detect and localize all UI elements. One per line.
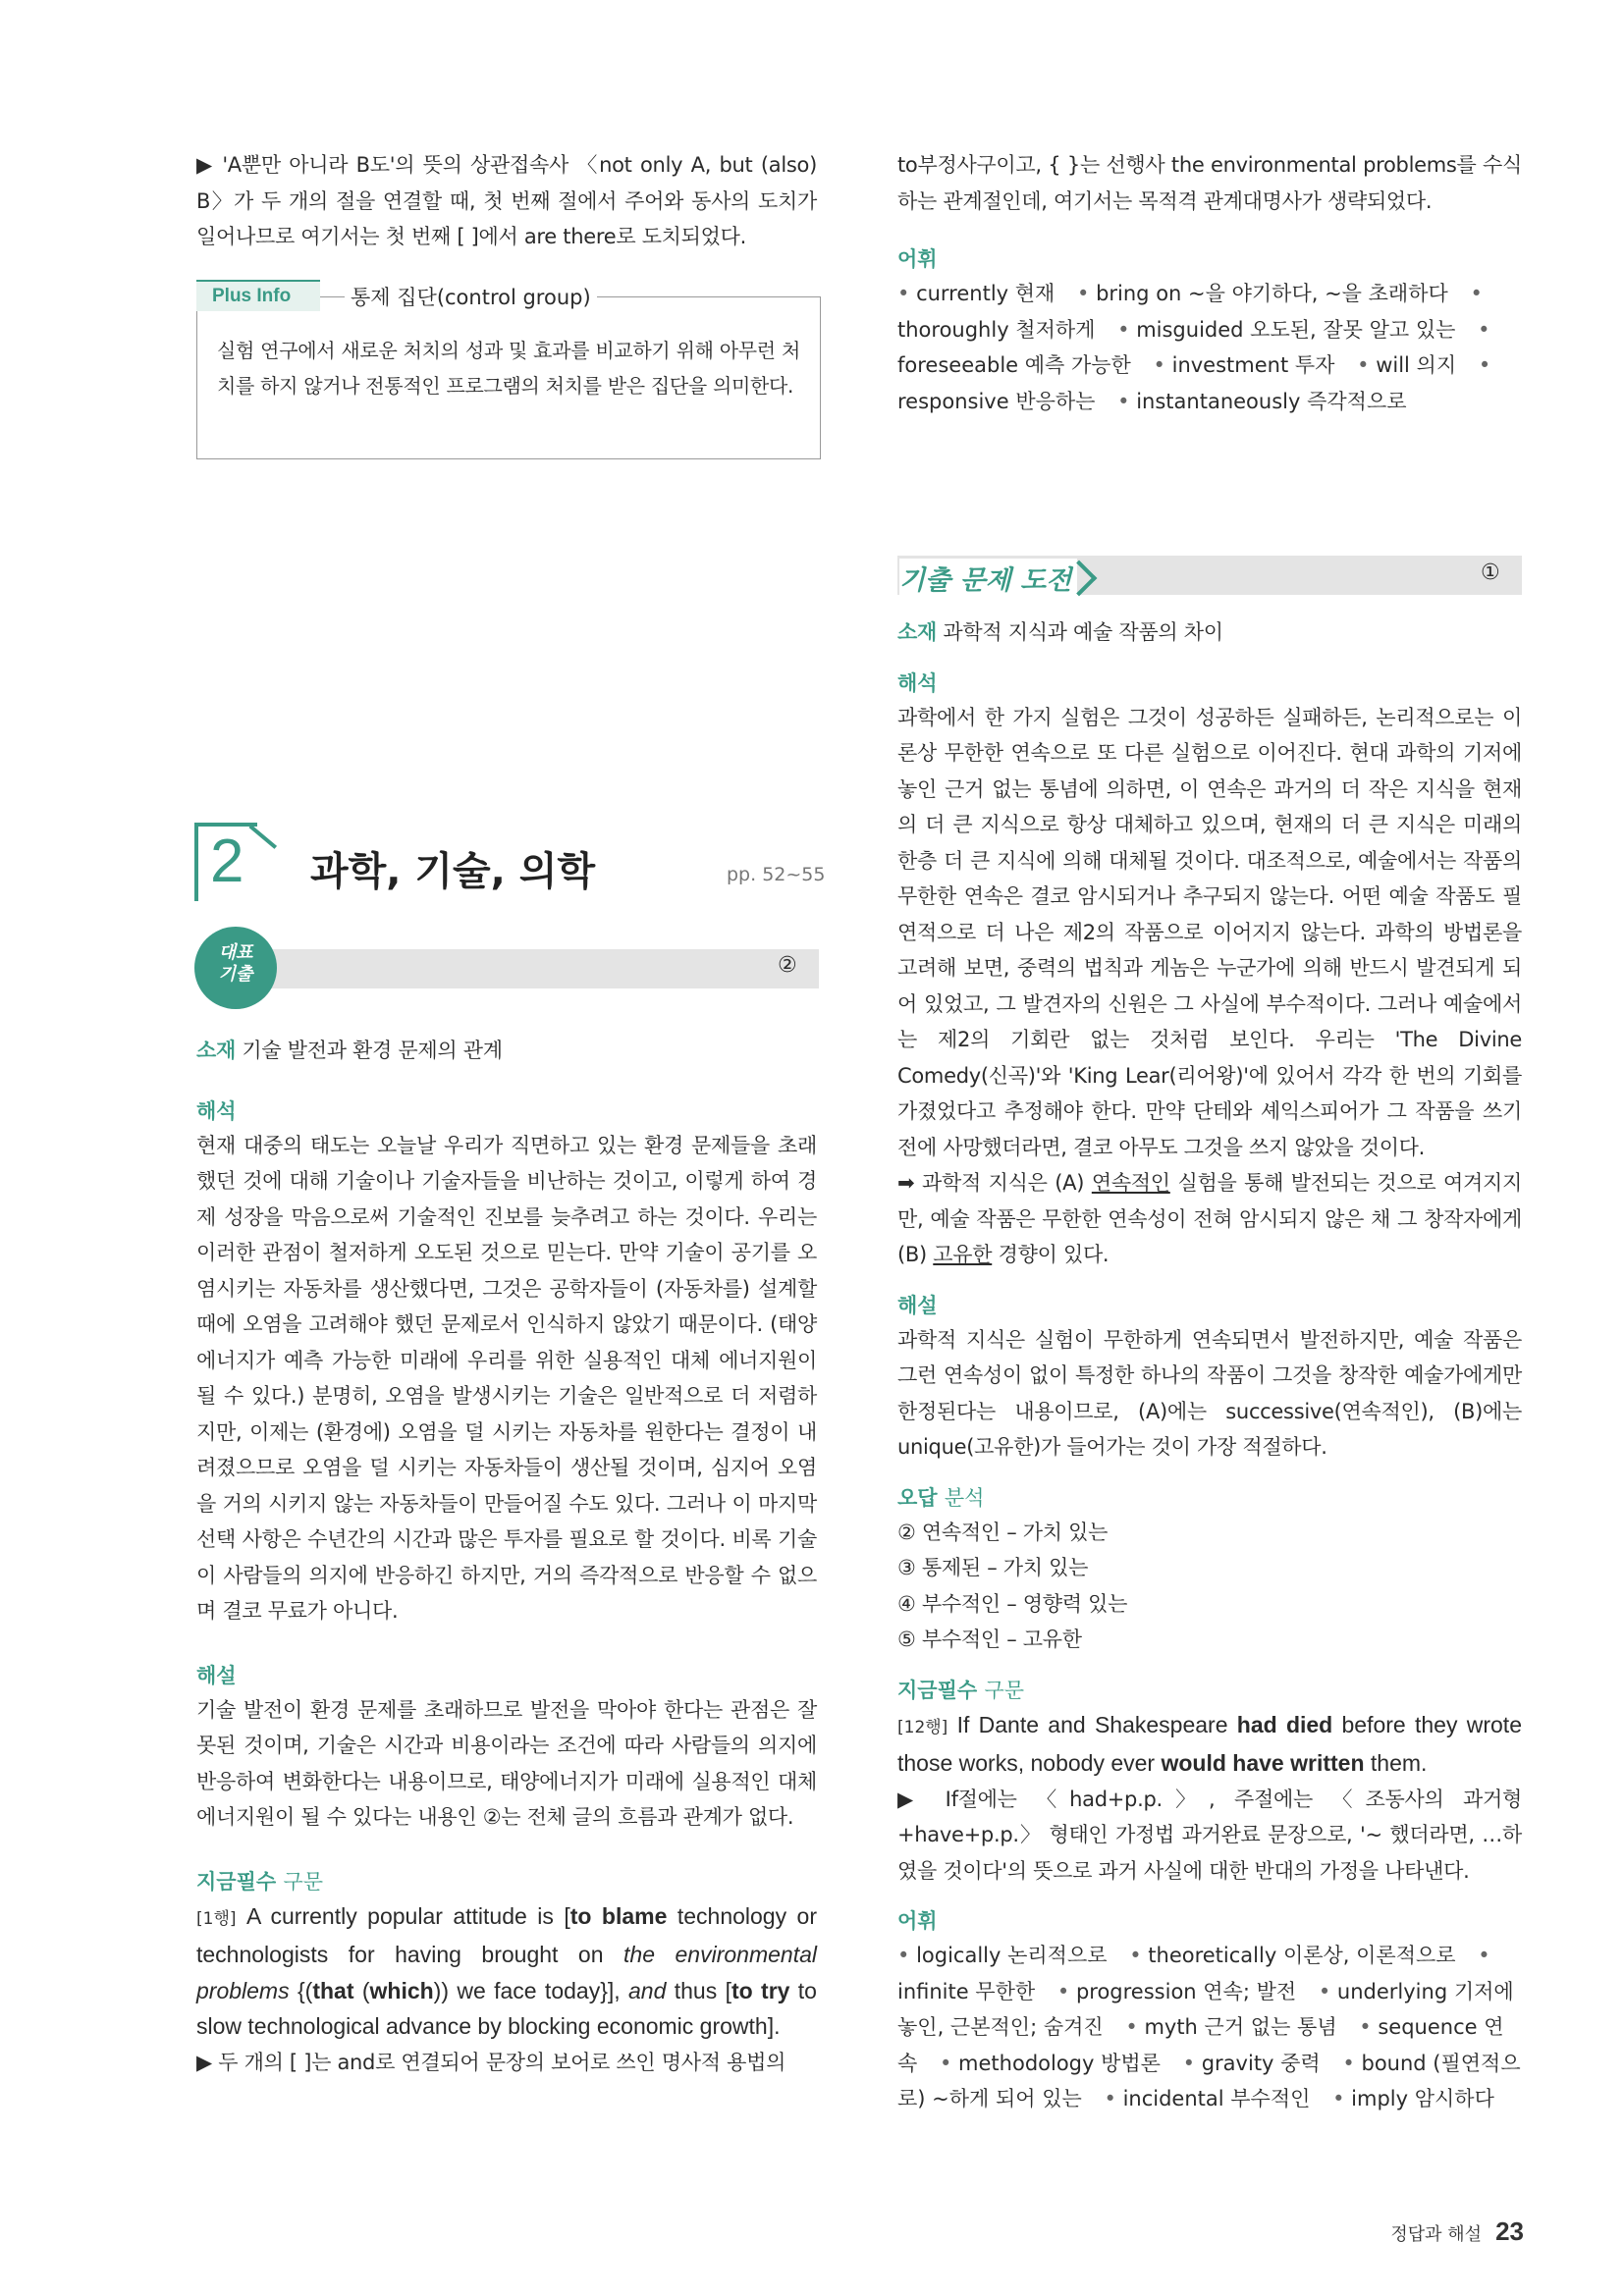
left-must-label — [196, 1865, 817, 1898]
vocab-item: • bound (필연적으로) ~하게 되어 있는 — [897, 2052, 1521, 2111]
vocab-item: • foreseeable 예측 가능한 — [897, 318, 1490, 378]
right-must-seg: If Dante and Shakespeare — [947, 1711, 1237, 1737]
representative-banner — [245, 949, 819, 988]
right-vocab2-list — [897, 1938, 1522, 2117]
vocab-item: • sequence 연속 — [897, 2015, 1504, 2075]
vocab-item: • currently 현재 — [897, 282, 1055, 305]
right-explanation: 과학적 지식은 실험이 무한하게 연속되면서 발전하지만, 예술 작품은 그런 연속성이 없이 특정한 하나의 작품이 그것을 창작한 예술가에게만 한정된다는 내용이므로, (A)에는 successive(연속적인), (B)에는 unique(고유한)가 들어가는 것이 가장 적절하다. — [897, 1327, 1522, 1459]
left-must-seg: to blame — [569, 1902, 668, 1929]
representative-answer: ② — [778, 953, 797, 978]
left-translation: 현재 대중의 태도는 오늘날 우리가 직면하고 있는 환경 문제들을 초래했던 것에 대해 기술이나 기술자들을 비난하는 것이고, 이렇게 하여 경제 성장을 막음으로써 기술적인 진보를 늦추려고 하는 것이다. 우리는 이러한 관점이 철저하게 오도된 것으로 믿는다. 만약 기술이 공기를 오염시키는 자동차를 생산했다면, 그것은 공학자들이 (자동차를) 설계할 때에 오염을 고려해야 했던 문제로서 인식하지 않았기 때문이다. (태양에너지가 예측 가능한 미래에 우리를 위한 실용적인 대체 에너지원이 될 수 있다.) 분명히, 오염을 발생시키는 기술은 일반적으로 더 저렴하지만, 이제는 (환경에) 오염을 덜 시키는 자동차를 원한다는 결정이 내려졌으므로 오염을 덜 시키는 자동차들이 생산될 것이며, 심지어 오염을 거의 시키지 않는 자동차들이 만들어질 수도 있다. 그러나 이 마지막 선택 사항은 수년간의 시간과 많은 투자를 필요로 할 것이다. 비록 기술이 사람들의 의지에 반응하긴 하지만, 거의 즉각적으로 반응할 수 없으며 결코 무료가 아니다. — [196, 1133, 817, 1623]
page-number: 23 — [1495, 2216, 1524, 2246]
right-must-line: [12행] — [897, 1717, 948, 1737]
left-must-line: [1행] — [196, 1908, 237, 1929]
vocab-item: • myth 근거 없는 통념 — [1125, 2015, 1336, 2039]
right-summary — [897, 1165, 1522, 1273]
left-topic-text: 기술 발전과 환경 문제의 관계 — [242, 1039, 503, 1062]
vocab-item: • logically 논리적으로 — [897, 1944, 1108, 1967]
right-wrong-label — [897, 1481, 1522, 1515]
challenge-title: 기출 문제 도전 — [899, 559, 1077, 597]
left-translation-label: 해석 — [196, 1098, 237, 1123]
right-top-note: to부정사구이고, { }는 선행사 the environmental problems를 수식하는 관계절인데, 여기서는 목적격 관계대명사가 생략되었다. — [897, 153, 1522, 213]
representative-badge-text: 대표 기출 — [218, 942, 253, 985]
right-summary-seg: 실험을 통해 발전되는 것으로 여겨지지만, 예술 작품은 무한한 연속성이 전혀 암시되지 않은 채 그 창작자에게 (B) — [897, 1171, 1523, 1266]
right-explanation-label: 해설 — [897, 1293, 938, 1317]
left-must-note: ▶ 두 개의 [ ]는 and로 연결되어 문장의 보어로 쓰인 명사적 용법의 — [196, 2050, 786, 2074]
right-summary-seg: ➡ 과학적 지식은 (A) — [897, 1171, 1092, 1195]
plus-info-tab: Plus Info — [196, 280, 320, 311]
right-vocab2-label: 어휘 — [897, 1909, 938, 1933]
wrong-choice-item: ⑤ 부수적인 – 고유한 — [897, 1628, 1082, 1651]
right-must-sentence — [897, 1707, 1522, 1782]
vocab-item: • imply 암시하다 — [1332, 2087, 1494, 2110]
left-must-seg: which — [369, 1977, 434, 2003]
right-wrong-label-main: 분석 — [944, 1485, 985, 1510]
right-must-seg: before they wrote those works, nobody ever — [897, 1711, 1522, 1776]
right-wrong-list — [897, 1515, 1522, 1658]
left-main — [196, 1033, 817, 2080]
left-topic — [196, 1033, 817, 1069]
right-must-label-pre: 지금필수 — [897, 1678, 978, 1702]
left-must-seg: A currently popular attitude is [ — [236, 1902, 570, 1929]
left-must-seg: that — [312, 1977, 354, 2003]
footer-label: 정답과 해설 — [1390, 2224, 1483, 2245]
left-must-seg: to try — [731, 1977, 790, 2003]
right-summary-underline: 연속적인 — [1091, 1171, 1170, 1195]
plus-info-box — [196, 286, 821, 459]
left-must-seg: )) we face today}], — [433, 1977, 629, 2003]
left-must-seg: to slow technological advance by blocking economic growth]. — [196, 1977, 817, 2039]
vocab-item: • thoroughly 철저하게 — [897, 282, 1483, 342]
vocab-item: • underlying 기저에 놓인, 근본적인; 숨겨진 — [897, 1980, 1514, 2040]
vocab-item: • theoretically 이론상, 이론적으로 — [1129, 1944, 1455, 1967]
section-pages: pp. 52~55 — [727, 864, 826, 885]
vocab-item: • infinite 무한한 — [897, 1944, 1490, 2003]
left-must-seg: ( — [353, 1977, 370, 2003]
wrong-choice-item: ③ 통제된 – 가치 있는 — [897, 1556, 1089, 1579]
page-footer — [1390, 2216, 1524, 2247]
plus-info-title: 통제 집단(control group) — [345, 282, 597, 311]
left-must-seg: technology or technologists for having brought on — [196, 1902, 818, 1967]
right-vocab1-label: 어휘 — [897, 247, 938, 271]
right-translation: 과학에서 한 가지 실험은 그것이 성공하든 실패하든, 논리적으로는 이론상 무한한 연속으로 또 다른 실험으로 이어진다. 현대 과학의 기저에 놓인 근거 없는 통념에 의하면, 이 연속은 과거의 더 작은 지식을 현재의 더 큰 지식으로 항상 대체하고 있으며, 현재의 더 큰 지식은 미래의 한층 더 큰 지식에 의해 대체될 것이다. 대조적으로, 예술에서는 작품의 무한한 연속은 결코 암시되거나 추구되지 않는다. 어떤 예술 작품도 필연적으로 더 나은 제2의 작품으로 이어지지 않는다. 과학의 방법론을 고려해 보면, 중력의 법칙과 게놈은 누군가에 의해 반드시 발견되게 되어 있었고, 그 발견자의 신원은 그 사실에 부수적이다. 그러나 예술에서는 제2의 기회란 없는 것처럼 보인다. 우리는 'The Divine Comedy(신곡)'와 'King Lear(리어왕)'에 있어서 각각 한 번의 기회를 가졌었다고 추정해야 한다. 만약 단테와 셰익스피어가 그 작품을 쓰기 전에 사망했더라면, 결코 아무도 그것을 쓰지 않았을 것이다. — [897, 705, 1522, 1159]
left-must-seg: {( — [289, 1977, 313, 2003]
right-must-seg: would have written — [1161, 1750, 1365, 1776]
left-must-label-main: 구문 — [283, 1869, 324, 1894]
vocab-item: • bring on ~을 야기하다, ~을 초래하다 — [1077, 282, 1448, 305]
vocab-item: • responsive 반응하는 — [897, 353, 1490, 413]
right-topic-label: 소재 — [897, 620, 937, 644]
vocab-item: • will 의지 — [1357, 353, 1456, 377]
left-explanation-label: 해설 — [196, 1663, 237, 1687]
right-vocab1-list — [897, 276, 1522, 419]
left-must-sentence — [196, 1898, 817, 2045]
right-wrong-label-pre: 오답 — [897, 1485, 938, 1510]
vocab-item: • gravity 중력 — [1183, 2052, 1321, 2075]
right-summary-seg: 경향이 있다. — [992, 1243, 1110, 1266]
left-must-label-pre: 지금필수 — [196, 1869, 277, 1894]
right-must-seg: had died — [1236, 1711, 1333, 1737]
right-must-label — [897, 1674, 1522, 1707]
left-topic-label: 소재 — [196, 1039, 236, 1062]
left-must-seg: and — [628, 1977, 667, 2003]
right-topic-text: 과학적 지식과 예술 작품의 차이 — [943, 620, 1223, 644]
left-explanation: 기술 발전이 환경 문제를 초래하므로 발전을 막아야 한다는 관점은 잘못된 것이며, 기술은 시간과 비용이라는 조건에 따라 사람들의 의지에 반응하여 변화한다는 내용이므로, 태양에너지가 미래에 실용적인 대체 에너지원이 될 수 있다는 내용인 ②는 전체 글의 흐름과 관계가 없다. — [196, 1697, 817, 1829]
wrong-choice-item: ④ 부수적인 – 영향력 있는 — [897, 1591, 1128, 1616]
section-number: 2 — [210, 828, 244, 895]
vocab-item: • instantaneously 즉각적으로 — [1117, 390, 1406, 413]
right-must-label-main: 구문 — [984, 1678, 1025, 1702]
right-must-note: ▶ If절에는 〈had+p.p.〉, 주절에는 〈조동사의 과거형+have+p.p.〉 형태인 가정법 과거완료 문장으로, '~ 했더라면, …하였을 것이다'의 뜻으로 과거 사실에 대한 반대의 가정을 나타낸다. — [897, 1787, 1522, 1883]
left-must-seg: the environmental problems — [196, 1942, 817, 2003]
vocab-item: • misguided 오도된, 잘못 알고 있는 — [1117, 318, 1455, 342]
right-top — [897, 147, 1522, 419]
vocab-item: • investment 투자 — [1154, 353, 1335, 377]
vocab-item: • incidental 부수적인 — [1105, 2087, 1311, 2110]
vocab-item: • progression 연속; 발전 — [1057, 1980, 1296, 2003]
right-translation-label: 해석 — [897, 670, 938, 695]
left-top-note: ▶ 'A뿐만 아니라 B도'의 뜻의 상관접속사 〈not only A, but (also) B〉가 두 개의 절을 연결할 때, 첫 번째 절에서 주어와 동사의 도치가 일어나므로 여기서는 첫 번째 [ ]에서 are there로 도치되었다. — [196, 153, 817, 248]
wrong-choice-item: ② 연속적인 – 가치 있는 — [897, 1520, 1109, 1544]
right-main — [897, 614, 1522, 2117]
left-column — [196, 147, 817, 255]
right-topic — [897, 614, 1522, 651]
vocab-item: • methodology 방법론 — [940, 2052, 1161, 2075]
plus-info-body: 실험 연구에서 새로운 처치의 성과 및 효과를 비교하기 위해 아무런 처치를 하지 않거나 전통적인 프로그램의 처치를 받은 집단을 의미한다. — [217, 339, 800, 398]
left-must-seg: thus [ — [666, 1977, 731, 2003]
section-title: 과학, 기술, 의학 — [310, 849, 596, 894]
right-must-seg: them. — [1364, 1750, 1428, 1776]
challenge-answer: ① — [1481, 561, 1500, 585]
representative-badge — [194, 927, 277, 1009]
right-summary-underline: 고유한 — [933, 1243, 993, 1266]
